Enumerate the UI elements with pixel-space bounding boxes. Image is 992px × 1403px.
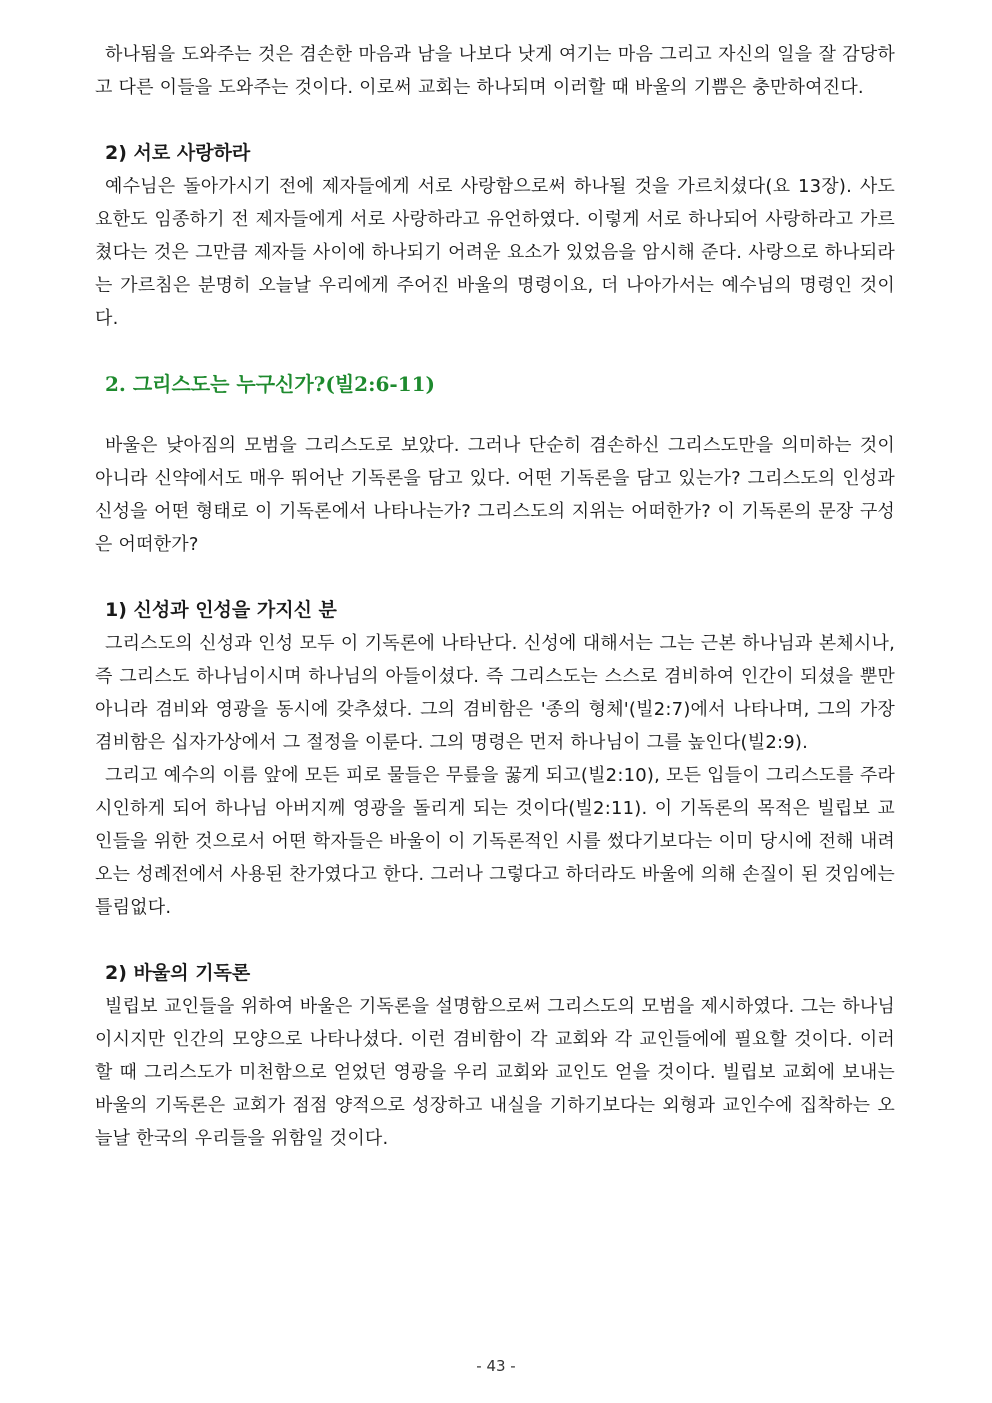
subheading-divine-human-nature: 1) 신성과 인성을 가지신 분 xyxy=(105,599,337,621)
love-paragraph: 예수님은 돌아가시기 전에 제자들에게 서로 사랑함으로써 하나될 것을 가르치셨다(요 13장). 사도 요한도 임종하기 전 제자들에게 서로 사랑하라고 유언하였다. 이렇게 서로 하나되어 사랑하라고 가르쳤다는 것은 그만큼 제자들 사이에 하나되기 어려운 요소가 있었음을 암시해 준다. 사랑으로 하나되라는 가르침은 분명히 오늘날 우리에게 주어진 바울의 명령이요, 더 나아가서는 예수님의 명령인 것이다. xyxy=(95,176,895,329)
section2-paragraph: 바울은 낮아짐의 모범을 그리스도로 보았다. 그러나 단순히 겸손하신 그리스도만을 의미하는 것이 아니라 신약에서도 매우 뛰어난 기독론을 담고 있다. 어떤 기독론을 담고 있는가? 그리스도의 인성과 신성을 어떤 형태로 이 기독론에서 나타나는가? 그리스도의 지위는 어떠한가? 이 기독론의 문장 구성은 어떠한가? xyxy=(95,435,895,555)
intro-paragraph: 하나됨을 도와주는 것은 겸손한 마음과 남을 나보다 낫게 여기는 마음 그리고 자신의 일을 잘 감당하고 다른 이들을 도와주는 것이다. 이로써 교회는 하나되며 이러할 때 바울의 기쁨은 충만하여진다. xyxy=(95,44,895,98)
nature-paragraph-1: 그리스도의 신성과 인성 모두 이 기독론에 나타난다. 신성에 대해서는 그는 근본 하나님과 본체시나, 즉 그리스도 하나님이시며 하나님의 아들이셨다. 즉 그리스도는 스스로 겸비하여 인간이 되셨을 뿐만 아니라 겸비와 영광을 동시에 갖추셨다. 그의 겸비함은 '종의 형체'(빌2:7)에서 나타나며, 그의 가장 겸비함은 십자가상에서 그 절정을 이룬다. 그의 명령은 먼저 하나님이 그를 높인다(빌2:9). xyxy=(95,633,895,753)
spacer xyxy=(95,561,895,594)
spacer xyxy=(95,104,895,137)
page-number: - 43 - xyxy=(476,1357,516,1375)
page-body xyxy=(95,38,895,1155)
subheading-paul-christology: 2) 바울의 기독론 xyxy=(105,962,251,984)
christology-paragraph: 빌립보 교인들을 위하여 바울은 기독론을 설명함으로써 그리스도의 모범을 제시하였다. 그는 하나님이시지만 인간의 모양으로 나타나셨다. 이런 겸비함이 각 교회와 각 교인들에에 필요할 것이다. 이러할 때 그리스도가 미천함으로 얻었던 영광을 우리 교회와 교인도 얻을 것이다. 빌립보 교회에 보내는 바울의 기독론은 교회가 점점 양적으로 성장하고 내실을 기하기보다는 외형과 교인수에 집착하는 오늘날 한국의 우리들을 위함일 것이다. xyxy=(95,996,895,1149)
section-title-who-is-christ: 2. 그리스도는 누구신가?(빌2:6-11) xyxy=(105,372,435,396)
nature-paragraph-2: 그리고 예수의 이름 앞에 모든 피로 물들은 무릎을 꿇게 되고(빌2:10), 모든 입들이 그리스도를 주라 시인하게 되어 하나님 아버지께 영광을 돌리게 되는 것이다(빌2:11). 이 기독론의 목적은 빌립보 교인들을 위한 것으로서 어떤 학자들은 바울이 이 기독론적인 시를 썼다기보다는 이미 당시에 전해 내려오는 성례전에서 사용된 찬가였다고 한다. 그러나 그렇다고 하더라도 바울에 의해 손질이 된 것임에는 틀림없다. xyxy=(95,765,895,918)
spacer xyxy=(95,924,895,957)
spacer xyxy=(95,335,895,368)
subheading-love-one-another: 2) 서로 사랑하라 xyxy=(105,142,251,164)
spacer xyxy=(95,401,895,429)
